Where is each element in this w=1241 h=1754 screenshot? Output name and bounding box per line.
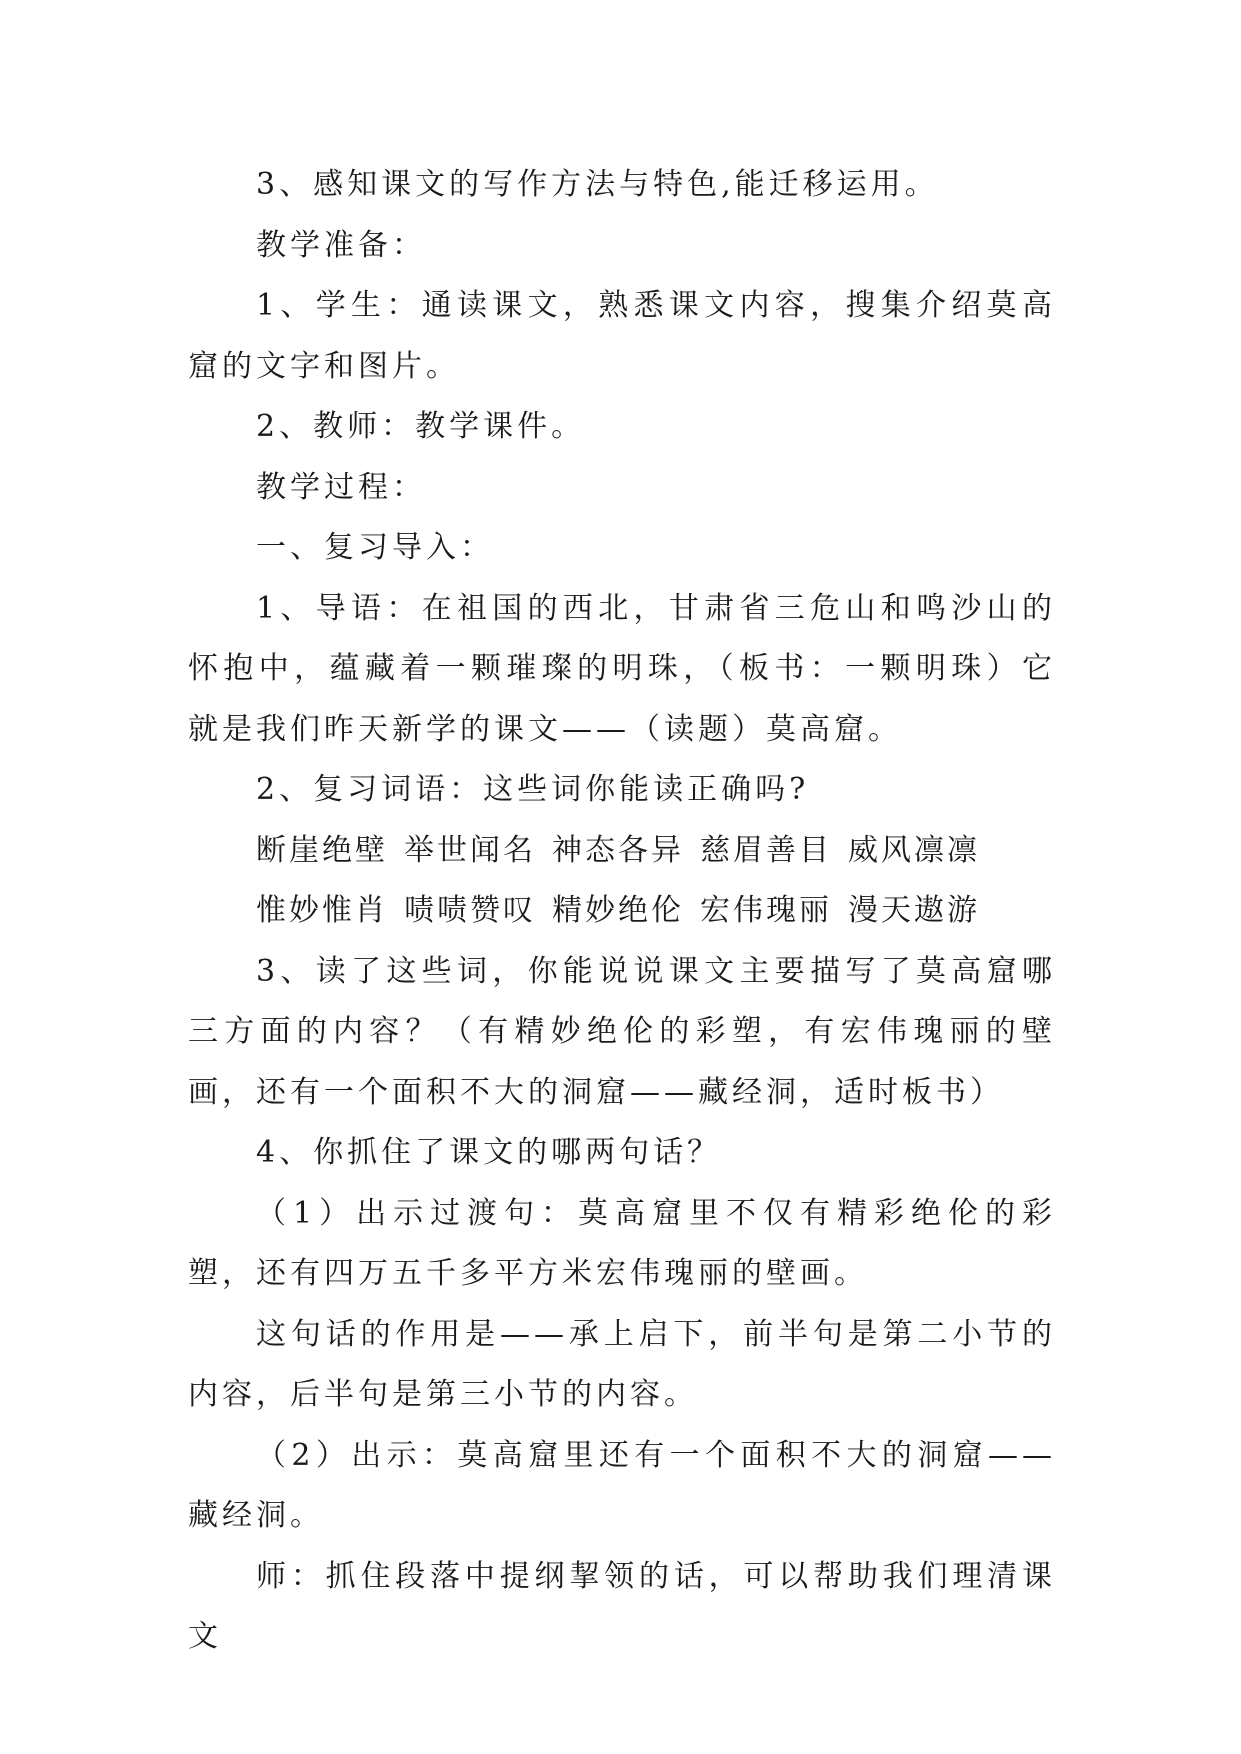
word-item: 漫天遨游 xyxy=(848,893,980,928)
word-list-row-1 xyxy=(188,821,1056,882)
process-heading: 教学过程： xyxy=(256,469,426,505)
word-item: 宏伟瑰丽 xyxy=(700,893,832,928)
section-review-intro: 一、复习导入： xyxy=(256,530,494,565)
word-item: 举世闻名 xyxy=(404,832,536,868)
prep-student: 1、学生：通读课文，熟悉课文内容，搜集介绍莫高窟的文字和图片。 xyxy=(188,288,1056,384)
intro-speech: 1、导语：在祖国的西北，甘肃省三危山和鸣沙山的怀抱中，蕴藏着一颗璀璨的明珠，（板书：一颗明珠）它就是我们昨天新学的课文——（读题）莫高窟。 xyxy=(188,590,1056,747)
review-words-prompt: 2、复习词语：这些词你能读正确吗? xyxy=(256,772,810,807)
transition-sentence: （1）出示过渡句：莫高窟里不仅有精彩绝伦的彩塑，还有四万五千多平方米宏伟瑰丽的壁画。 xyxy=(188,1195,1056,1291)
document-page xyxy=(188,155,1056,1668)
transition-explanation: 这句话的作用是——承上启下，前半句是第二小节的内容，后半句是第三小节的内容。 xyxy=(188,1316,1056,1412)
prep-heading: 教学准备： xyxy=(256,227,426,263)
word-item: 啧啧赞叹 xyxy=(404,893,536,928)
teacher-remark: 师：抓住段落中提纲挈领的话，可以帮助我们理清课文 xyxy=(188,1558,1056,1654)
cave-sentence: （2）出示：莫高窟里还有一个面积不大的洞窟——藏经洞。 xyxy=(188,1437,1056,1533)
word-item: 神态各异 xyxy=(552,832,684,868)
word-item: 精妙绝伦 xyxy=(552,893,684,928)
word-item: 慈眉善目 xyxy=(700,832,832,868)
objective-3: 3、感知课文的写作方法与特色,能迁移运用。 xyxy=(256,167,939,202)
prep-teacher: 2、教师：教学课件。 xyxy=(256,409,586,444)
word-item: 威风凛凛 xyxy=(848,832,980,868)
key-sentences-question: 4、你抓住了课文的哪两句话？ xyxy=(256,1135,722,1170)
word-item: 惟妙惟肖 xyxy=(256,893,388,928)
word-item: 断崖绝壁 xyxy=(256,832,388,868)
word-list-row-2 xyxy=(188,881,1056,942)
content-question: 3、读了这些词，你能说说课文主要描写了莫高窟哪三方面的内容？（有精妙绝伦的彩塑，有宏伟瑰丽的壁画，还有一个面积不大的洞窟——藏经洞，适时板书） xyxy=(188,953,1056,1110)
